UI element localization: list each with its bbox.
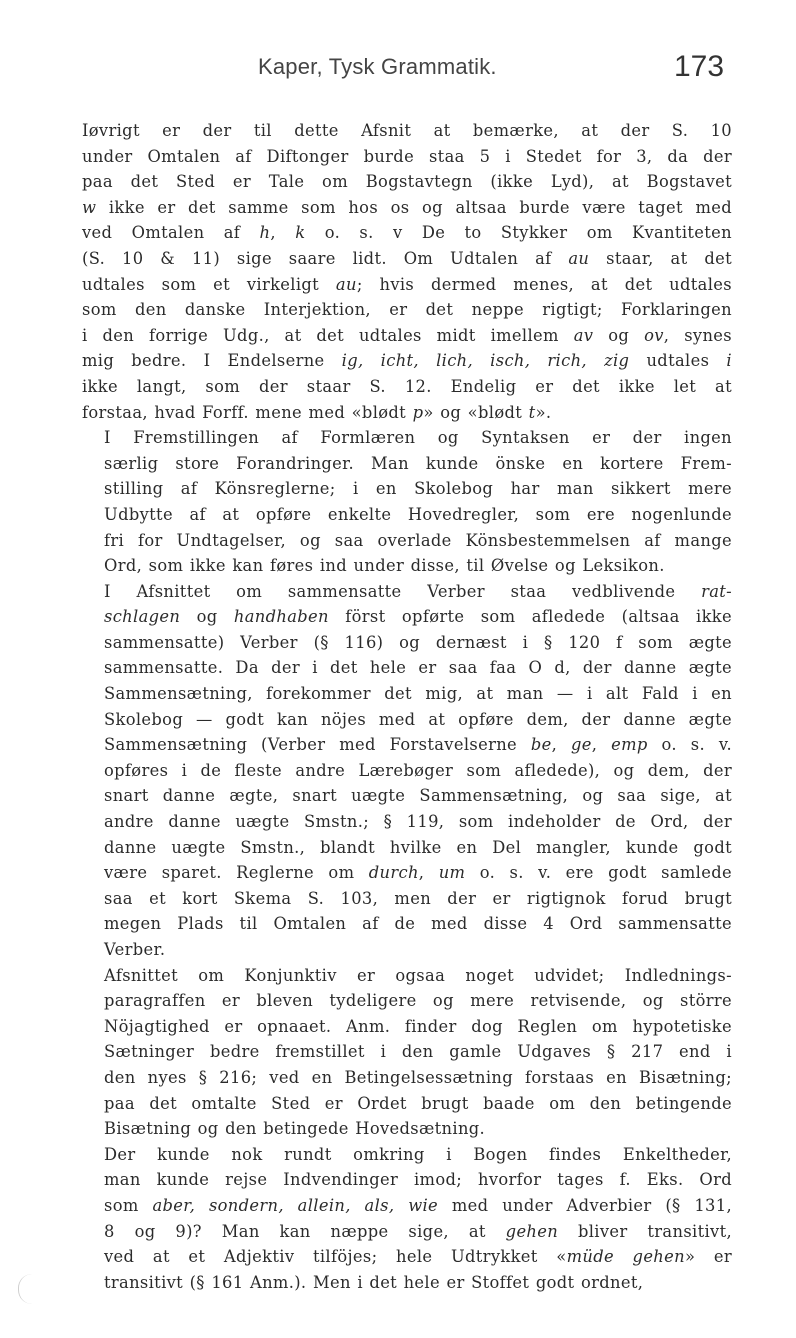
italic-term: handhaben (233, 607, 329, 627)
margin-mark (18, 1274, 33, 1304)
text-line: snart danne ægte, snart uægte Sammensætning, og saa sige, at (104, 786, 732, 806)
text-line: ved Omtalen af h, k o. s. v De to Stykker om Kvantiteten (82, 223, 732, 243)
text-line: paa det omtalte Sted er Ordet brugt baade om den betingende (104, 1093, 732, 1113)
text-line: paragraffen er bleven tydeligere og mere retvisende, og större (104, 991, 732, 1011)
text-line: danne uægte Smstn., blandt hvilke en Del mangler, kunde godt (104, 837, 732, 857)
text-line: sammensatte) Verber (§ 116) og dernæst i § 120 f som ægte (104, 632, 732, 652)
text-line: 8 og 9)? Man kan næppe sige, at gehen bliver transitivt, (104, 1221, 732, 1241)
text-line: som aber, sondern, allein, als, wie med under Adverbier (§ 131, (104, 1195, 733, 1215)
text-line: ikke langt, som der staar S. 12. Endelig er det ikke let at (82, 376, 732, 396)
text-line: sammensatte. Da der i det hele er saa faa O d, der danne ægte (104, 658, 732, 678)
text-line: under Omtalen af Diftonger burde staa 5 i Stedet for 3, da der (82, 146, 732, 166)
italic-term: ge (571, 735, 592, 755)
italic-term: durch (368, 863, 419, 883)
text-line: i den forrige Udg., at det udtales midt imellem av og ov, synes (82, 325, 732, 345)
text-line: særlig store Forandringer. Man kunde önske en kortere Frem- (104, 453, 732, 473)
italic-term: emp (611, 735, 648, 755)
italic-term: ig, icht, lich, isch, rich, zig (341, 351, 630, 371)
text-line: Skolebog — godt kan nöjes med at opføre dem, der danne ægte (104, 709, 732, 729)
text-line: man kunde rejse Indvendinger imod; hvorfor tages f. Eks. Ord (104, 1170, 732, 1190)
paragraph (82, 963, 732, 1142)
text-line: stilling af Könsreglerne; i en Skolebog har man sikkert mere (104, 479, 732, 499)
italic-term: h (259, 223, 271, 243)
text-line: ved at et Adjektiv tilföjes; hele Udtrykket «müde gehen» er (104, 1247, 732, 1267)
text-line: paa det Sted er Tale om Bogstavtegn (ikke Lyd), at Bogstavet (82, 172, 732, 192)
text-line: Iøvrigt er der til dette Afsnit at bemærke, at der S. 10 (82, 121, 732, 140)
italic-term: um (438, 863, 466, 883)
italic-term: w (82, 197, 97, 217)
text-line: den nyes § 216; ved en Betingelsessætning forstaas en Bisætning; (104, 1067, 732, 1087)
text-line: Bisætning og den betingede Hovedsætning. (104, 1119, 486, 1139)
italic-term: au (335, 274, 357, 294)
text-line: Sammensætning (Verber med Forstavelserne be, ge, emp o. s. v. (104, 735, 732, 755)
text-line: opføres i de fleste andre Lærebøger som afledede), og dem, der (104, 760, 732, 780)
text-line: Der kunde nok rundt omkring i Bogen findes Enkeltheder, (104, 1144, 732, 1164)
text-line: mig bedre. I Endelserne ig, icht, lich, isch, rich, zig udtales i (82, 351, 732, 371)
italic-term: au (568, 248, 590, 268)
text-line: transitivt (§ 161 Anm.). Men i det hele er Stoffet godt ordnet, (104, 1272, 644, 1292)
page-number: 173 (674, 50, 725, 83)
italic-term: rat- (701, 581, 732, 601)
italic-term: t (528, 402, 536, 422)
italic-term: schlagen (104, 607, 181, 627)
text-line: udtales som et virkeligt au; hvis dermed menes, at det udtales (82, 274, 732, 294)
italic-term: ov (644, 325, 664, 345)
italic-term: be (530, 735, 552, 755)
text-line: w ikke er det samme som hos os og altsaa burde være taget med (82, 197, 732, 217)
running-head: Kaper, Tysk Grammatik. (258, 54, 497, 79)
italic-term: p (412, 402, 424, 422)
text-line: fri for Undtagelser, og saa overlade Könsbestemmelsen af mange (104, 530, 732, 550)
italic-term: müde gehen (566, 1247, 685, 1267)
text-line: Nöjagtighed er opnaaet. Anm. finder dog Reglen om hypotetiske (104, 1016, 732, 1036)
text-line: I Afsnittet om sammensatte Verber staa vedblivende rat- (104, 581, 732, 601)
paragraph (82, 118, 732, 425)
italic-term: av (573, 325, 594, 345)
text-line: Afsnittet om Konjunktiv er ogsaa noget udvidet; Indlednings- (104, 965, 732, 985)
text-line: schlagen og handhaben först opførte som afledede (altsaa ikke (104, 607, 732, 627)
text-line: forstaa, hvad Forff. mene med «blødt p» og «blødt t». (82, 402, 552, 422)
italic-term: k (295, 223, 306, 243)
text-line: Sætninger bedre fremstillet i den gamle Udgaves § 217 end i (104, 1042, 732, 1062)
text-line: Ord, som ikke kan føres ind under disse, til Øvelse og Leksikon. (104, 556, 665, 576)
text-line: Sammensætning, forekommer det mig, at man — i alt Fald i en (104, 684, 732, 704)
text-line: være sparet. Reglerne om durch, um o. s. v. ere godt samlede (104, 863, 732, 883)
paragraph (82, 1142, 732, 1296)
paragraph (82, 579, 732, 963)
italic-term: gehen (505, 1221, 559, 1241)
italic-term: aber, sondern, allein, als, wie (152, 1195, 439, 1215)
italic-term: i (726, 351, 732, 371)
text-line: Udbytte af at opføre enkelte Hovedregler, som ere nogenlunde (104, 504, 732, 524)
text-line: andre danne uægte Smstn.; § 119, som indeholder de Ord, der (104, 812, 732, 832)
text-line: I Fremstillingen af Formlæren og Syntaksen er der ingen (104, 428, 732, 448)
page-header (0, 46, 796, 86)
text-line: (S. 10 & 11) sige saare lidt. Om Udtalen af au staar, at det (82, 248, 732, 268)
text-line: megen Plads til Omtalen af de med disse 4 Ord sammensatte (104, 914, 732, 934)
text-line: Verber. (104, 940, 166, 959)
paragraph (82, 425, 732, 579)
text-line: som den danske Interjektion, er det neppe rigtigt; Forklaringen (82, 300, 732, 320)
body-text (82, 118, 732, 1295)
text-line: saa et kort Skema S. 103, men der er rigtignok forud brugt (104, 888, 732, 908)
